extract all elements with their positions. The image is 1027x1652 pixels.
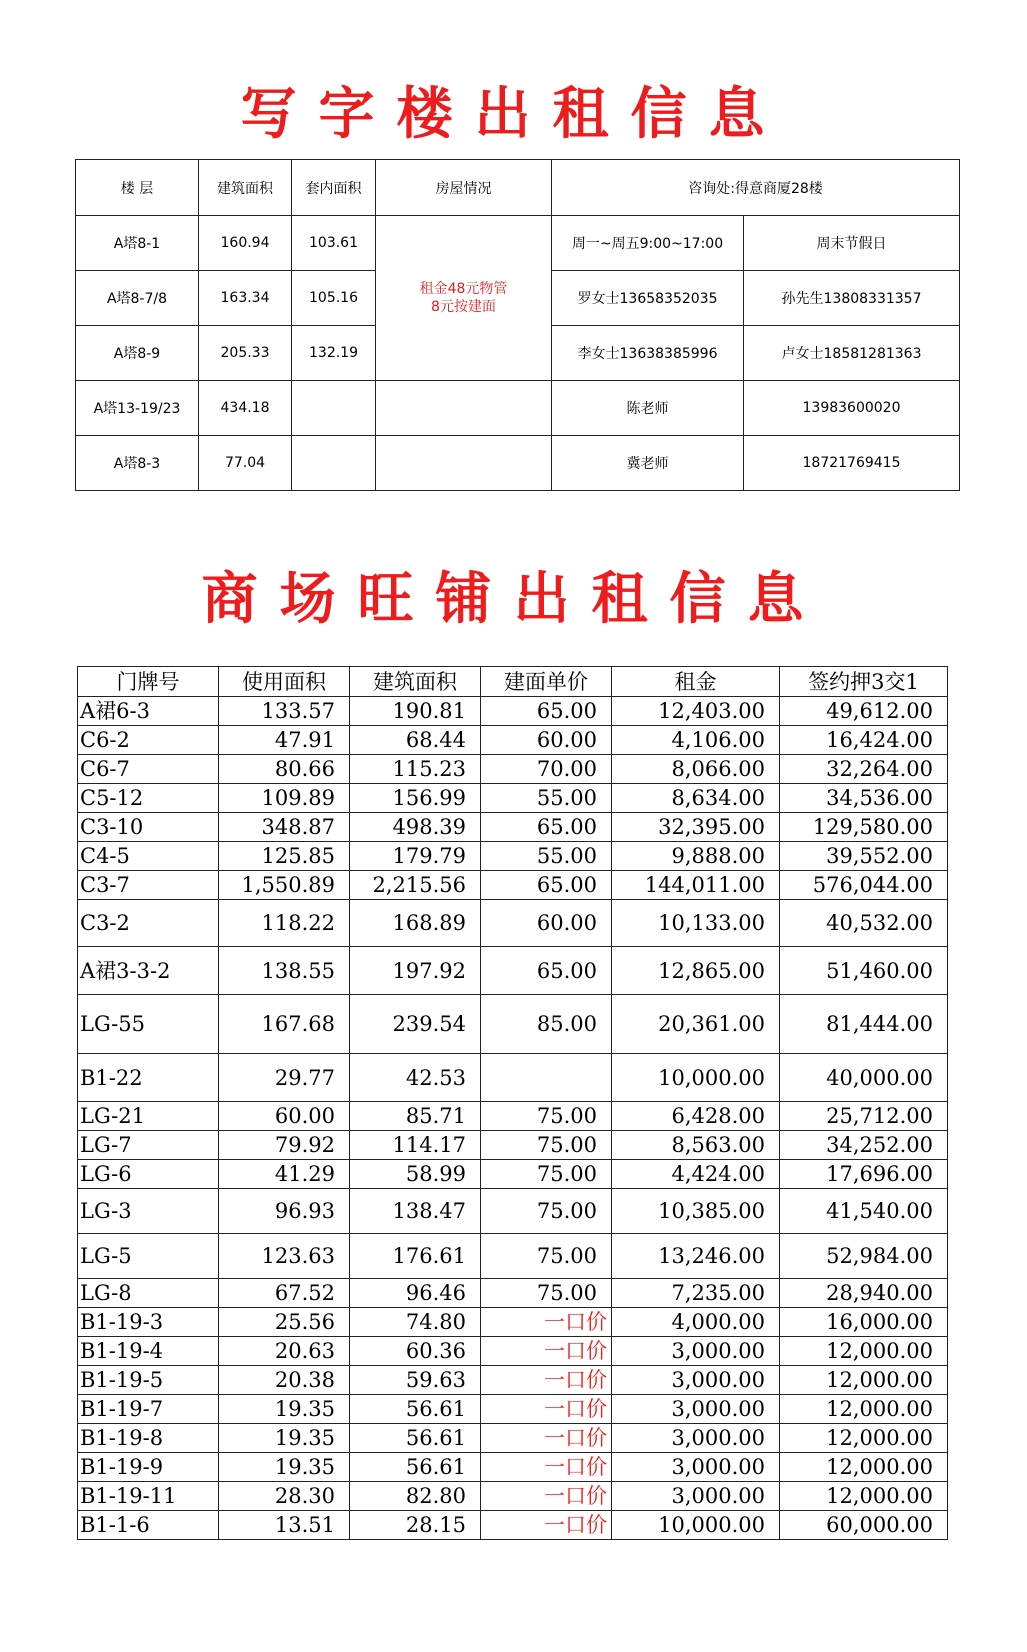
build-area-cell: 114.17 — [350, 1131, 481, 1160]
rent-note — [376, 216, 552, 381]
deposit-cell: 52,984.00 — [780, 1234, 948, 1279]
usable-area-cell: 41.29 — [219, 1160, 350, 1189]
usable-area-header: 使用面积 — [219, 667, 350, 697]
table-row — [78, 1511, 948, 1540]
build-area-header: 建筑面积 — [199, 160, 292, 216]
floor-cell: A塔8-3 — [76, 436, 199, 491]
rent-note-line1: 租金48元物管 — [419, 281, 508, 297]
unit-number-cell: B1-19-4 — [78, 1337, 219, 1366]
floor-cell: A塔13-19/23 — [76, 381, 199, 436]
unit-price-cell: 一口价 — [481, 1511, 612, 1540]
usable-area-cell: 60.00 — [219, 1102, 350, 1131]
rent-cell: 7,235.00 — [612, 1279, 780, 1308]
rent-cell: 4,106.00 — [612, 726, 780, 755]
rent-note-line2: 8元按建面 — [431, 299, 496, 315]
condition-cell — [376, 436, 552, 491]
usable-area-cell: 20.38 — [219, 1366, 350, 1395]
table-row — [78, 1102, 948, 1131]
usable-area-cell: 47.91 — [219, 726, 350, 755]
unit-number-cell: B1-19-5 — [78, 1366, 219, 1395]
rent-cell: 12,403.00 — [612, 697, 780, 726]
unit-price-cell: 75.00 — [481, 1189, 612, 1234]
unit-price-cell: 65.00 — [481, 813, 612, 842]
unit-number-cell: C3-10 — [78, 813, 219, 842]
unit-price-cell: 65.00 — [481, 697, 612, 726]
deposit-cell: 39,552.00 — [780, 842, 948, 871]
usable-area-cell: 109.89 — [219, 784, 350, 813]
table-row — [78, 1189, 948, 1234]
deposit-cell: 40,000.00 — [780, 1054, 948, 1102]
usable-area-cell: 13.51 — [219, 1511, 350, 1540]
unit-price-cell: 一口价 — [481, 1482, 612, 1511]
deposit-cell: 12,000.00 — [780, 1453, 948, 1482]
unit-number-cell: LG-55 — [78, 995, 219, 1054]
build-area-cell: 28.15 — [350, 1511, 481, 1540]
table-row — [78, 1366, 948, 1395]
deposit-cell: 51,460.00 — [780, 947, 948, 995]
floor-cell: A塔8-9 — [76, 326, 199, 381]
unit-price-cell: 70.00 — [481, 755, 612, 784]
unit-price-cell: 75.00 — [481, 1279, 612, 1308]
usable-area-cell: 138.55 — [219, 947, 350, 995]
inner-area-cell: 105.16 — [292, 271, 376, 326]
usable-area-cell: 167.68 — [219, 995, 350, 1054]
unit-number-cell: C6-7 — [78, 755, 219, 784]
build-area-cell: 2,215.56 — [350, 871, 481, 900]
build-area-cell: 498.39 — [350, 813, 481, 842]
usable-area-cell: 25.56 — [219, 1308, 350, 1337]
unit-price-cell: 75.00 — [481, 1102, 612, 1131]
rent-cell: 10,000.00 — [612, 1054, 780, 1102]
deposit-cell: 49,612.00 — [780, 697, 948, 726]
build-area-cell: 56.61 — [350, 1453, 481, 1482]
floor-header: 楼 层 — [76, 160, 199, 216]
inner-area-cell — [292, 381, 376, 436]
build-area-cell: 176.61 — [350, 1234, 481, 1279]
table-row — [78, 842, 948, 871]
build-area-cell: 163.34 — [199, 271, 292, 326]
deposit-cell: 129,580.00 — [780, 813, 948, 842]
inner-area-header: 套内面积 — [292, 160, 376, 216]
unit-number-cell: LG-6 — [78, 1160, 219, 1189]
deposit-cell: 12,000.00 — [780, 1337, 948, 1366]
floor-cell: A塔8-7/8 — [76, 271, 199, 326]
build-area-cell: 58.99 — [350, 1160, 481, 1189]
usable-area-cell: 20.63 — [219, 1337, 350, 1366]
unit-number-cell: C3-7 — [78, 871, 219, 900]
build-area-cell: 239.54 — [350, 995, 481, 1054]
rent-cell: 3,000.00 — [612, 1424, 780, 1453]
shop-header-row — [78, 667, 948, 697]
usable-area-cell: 125.85 — [219, 842, 350, 871]
unit-number-cell: LG-8 — [78, 1279, 219, 1308]
unit-number-cell: B1-19-8 — [78, 1424, 219, 1453]
rent-cell: 3,000.00 — [612, 1395, 780, 1424]
deposit-cell: 12,000.00 — [780, 1482, 948, 1511]
rent-cell: 3,000.00 — [612, 1337, 780, 1366]
unit-number-cell: LG-7 — [78, 1131, 219, 1160]
table-row — [78, 1424, 948, 1453]
contact-cell: 陈老师 — [552, 381, 744, 436]
deposit-cell: 16,000.00 — [780, 1308, 948, 1337]
deposit-cell: 12,000.00 — [780, 1366, 948, 1395]
deposit-cell: 60,000.00 — [780, 1511, 948, 1540]
build-area-cell: 168.89 — [350, 900, 481, 947]
build-area-cell: 96.46 — [350, 1279, 481, 1308]
rent-cell: 10,133.00 — [612, 900, 780, 947]
unit-price-cell: 一口价 — [481, 1424, 612, 1453]
table-row — [78, 1337, 948, 1366]
table-row — [78, 1453, 948, 1482]
unit-number-cell: A裙3-3-2 — [78, 947, 219, 995]
rent-cell: 12,865.00 — [612, 947, 780, 995]
rent-cell: 4,424.00 — [612, 1160, 780, 1189]
unit-price-cell: 75.00 — [481, 1160, 612, 1189]
table-row — [78, 726, 948, 755]
table-row — [78, 871, 948, 900]
contact-cell: 13983600020 — [744, 381, 960, 436]
office-row — [76, 436, 960, 491]
deposit-cell: 34,536.00 — [780, 784, 948, 813]
unit-price-cell: 一口价 — [481, 1308, 612, 1337]
build-area-cell: 77.04 — [199, 436, 292, 491]
deposit-cell: 28,940.00 — [780, 1279, 948, 1308]
build-area-cell: 205.33 — [199, 326, 292, 381]
build-area-cell: 56.61 — [350, 1395, 481, 1424]
build-area-cell: 197.92 — [350, 947, 481, 995]
unit-number-cell: B1-22 — [78, 1054, 219, 1102]
unit-price-cell: 65.00 — [481, 947, 612, 995]
unit-price-cell: 55.00 — [481, 842, 612, 871]
rent-cell: 20,361.00 — [612, 995, 780, 1054]
unit-price-cell — [481, 1054, 612, 1102]
build-area-cell: 434.18 — [199, 381, 292, 436]
unit-number-cell: C6-2 — [78, 726, 219, 755]
unit-price-cell: 75.00 — [481, 1131, 612, 1160]
office-row — [76, 381, 960, 436]
table-row — [78, 1054, 948, 1102]
contact-cell: 罗女士13658352035 — [552, 271, 744, 326]
contact-cell: 18721769415 — [744, 436, 960, 491]
contact-cell: 李女士13638385996 — [552, 326, 744, 381]
unit-number-cell: B1-19-7 — [78, 1395, 219, 1424]
build-area-cell: 179.79 — [350, 842, 481, 871]
build-area-cell: 85.71 — [350, 1102, 481, 1131]
unit-number-cell: C3-2 — [78, 900, 219, 947]
contact-cell: 周末节假日 — [744, 216, 960, 271]
condition-cell — [376, 381, 552, 436]
rent-header: 租金 — [612, 667, 780, 697]
build-area-cell: 115.23 — [350, 755, 481, 784]
table-row — [78, 697, 948, 726]
office-rental-table — [75, 159, 960, 491]
table-row — [78, 813, 948, 842]
office-row — [76, 216, 960, 271]
table-row — [78, 1160, 948, 1189]
build-area-cell: 68.44 — [350, 726, 481, 755]
rent-cell: 8,563.00 — [612, 1131, 780, 1160]
unit-number-cell: LG-21 — [78, 1102, 219, 1131]
table-row — [78, 947, 948, 995]
rent-cell: 6,428.00 — [612, 1102, 780, 1131]
unit-price-cell: 60.00 — [481, 900, 612, 947]
usable-area-cell: 96.93 — [219, 1189, 350, 1234]
deposit-cell: 81,444.00 — [780, 995, 948, 1054]
deposit-header: 签约押3交1 — [780, 667, 948, 697]
usable-area-cell: 118.22 — [219, 900, 350, 947]
rent-cell: 144,011.00 — [612, 871, 780, 900]
deposit-cell: 25,712.00 — [780, 1102, 948, 1131]
office-header-row — [76, 160, 960, 216]
deposit-cell: 576,044.00 — [780, 871, 948, 900]
rent-cell: 8,634.00 — [612, 784, 780, 813]
deposit-cell: 17,696.00 — [780, 1160, 948, 1189]
rent-cell: 32,395.00 — [612, 813, 780, 842]
deposit-cell: 12,000.00 — [780, 1395, 948, 1424]
unit-number-cell: C4-5 — [78, 842, 219, 871]
build-area-cell: 138.47 — [350, 1189, 481, 1234]
contact-cell: 孙先生13808331357 — [744, 271, 960, 326]
rent-cell: 10,000.00 — [612, 1511, 780, 1540]
unit-number-cell: A裙6-3 — [78, 697, 219, 726]
deposit-cell: 12,000.00 — [780, 1424, 948, 1453]
usable-area-cell: 123.63 — [219, 1234, 350, 1279]
unit-price-cell: 一口价 — [481, 1337, 612, 1366]
unit-price-header: 建面单价 — [481, 667, 612, 697]
deposit-cell: 32,264.00 — [780, 755, 948, 784]
unit-number-cell: B1-19-11 — [78, 1482, 219, 1511]
rent-cell: 10,385.00 — [612, 1189, 780, 1234]
usable-area-cell: 79.92 — [219, 1131, 350, 1160]
unit-price-cell: 一口价 — [481, 1366, 612, 1395]
table-row — [78, 900, 948, 947]
unit-number-cell: B1-19-9 — [78, 1453, 219, 1482]
table-row — [78, 1279, 948, 1308]
table-row — [78, 755, 948, 784]
usable-area-cell: 29.77 — [219, 1054, 350, 1102]
table-row — [78, 1234, 948, 1279]
shop-rental-title: 商场旺铺出租信息 — [201, 567, 826, 632]
inner-area-cell: 103.61 — [292, 216, 376, 271]
build-area-cell: 60.36 — [350, 1337, 481, 1366]
unit-number-cell: LG-3 — [78, 1189, 219, 1234]
usable-area-cell: 80.66 — [219, 755, 350, 784]
table-row — [78, 1482, 948, 1511]
build-area-cell: 156.99 — [350, 784, 481, 813]
usable-area-cell: 28.30 — [219, 1482, 350, 1511]
build-area-cell: 190.81 — [350, 697, 481, 726]
rent-cell: 3,000.00 — [612, 1453, 780, 1482]
table-row — [78, 1308, 948, 1337]
unit-number-cell: LG-5 — [78, 1234, 219, 1279]
contact-header: 咨询处:得意商厦28楼 — [552, 160, 960, 216]
unit-price-cell: 60.00 — [481, 726, 612, 755]
rent-cell: 8,066.00 — [612, 755, 780, 784]
deposit-cell: 41,540.00 — [780, 1189, 948, 1234]
table-row — [78, 784, 948, 813]
office-rental-title: 写字楼出租信息 — [240, 82, 787, 147]
unit-price-cell: 65.00 — [481, 871, 612, 900]
rent-cell: 3,000.00 — [612, 1482, 780, 1511]
table-row — [78, 1395, 948, 1424]
unit-price-cell: 一口价 — [481, 1453, 612, 1482]
condition-header: 房屋情况 — [376, 160, 552, 216]
usable-area-cell: 1,550.89 — [219, 871, 350, 900]
table-row — [78, 1131, 948, 1160]
usable-area-cell: 133.57 — [219, 697, 350, 726]
build-area-header: 建筑面积 — [350, 667, 481, 697]
usable-area-cell: 67.52 — [219, 1279, 350, 1308]
inner-area-cell — [292, 436, 376, 491]
table-row — [78, 995, 948, 1054]
unit-price-cell: 85.00 — [481, 995, 612, 1054]
unit-price-cell: 55.00 — [481, 784, 612, 813]
deposit-cell: 16,424.00 — [780, 726, 948, 755]
contact-cell: 冀老师 — [552, 436, 744, 491]
rent-cell: 13,246.00 — [612, 1234, 780, 1279]
usable-area-cell: 19.35 — [219, 1453, 350, 1482]
build-area-cell: 82.80 — [350, 1482, 481, 1511]
contact-cell: 周一~周五9:00~17:00 — [552, 216, 744, 271]
build-area-cell: 56.61 — [350, 1424, 481, 1453]
inner-area-cell: 132.19 — [292, 326, 376, 381]
build-area-cell: 59.63 — [350, 1366, 481, 1395]
rent-cell: 9,888.00 — [612, 842, 780, 871]
unit-price-cell: 75.00 — [481, 1234, 612, 1279]
deposit-cell: 40,532.00 — [780, 900, 948, 947]
rent-cell: 3,000.00 — [612, 1366, 780, 1395]
build-area-cell: 42.53 — [350, 1054, 481, 1102]
floor-cell: A塔8-1 — [76, 216, 199, 271]
unit-price-cell: 一口价 — [481, 1395, 612, 1424]
unit-number-header: 门牌号 — [78, 667, 219, 697]
usable-area-cell: 348.87 — [219, 813, 350, 842]
unit-number-cell: C5-12 — [78, 784, 219, 813]
shop-rental-table — [77, 666, 948, 1540]
unit-number-cell: B1-19-3 — [78, 1308, 219, 1337]
unit-number-cell: B1-1-6 — [78, 1511, 219, 1540]
deposit-cell: 34,252.00 — [780, 1131, 948, 1160]
build-area-cell: 74.80 — [350, 1308, 481, 1337]
usable-area-cell: 19.35 — [219, 1395, 350, 1424]
usable-area-cell: 19.35 — [219, 1424, 350, 1453]
build-area-cell: 160.94 — [199, 216, 292, 271]
contact-cell: 卢女士18581281363 — [744, 326, 960, 381]
rent-cell: 4,000.00 — [612, 1308, 780, 1337]
